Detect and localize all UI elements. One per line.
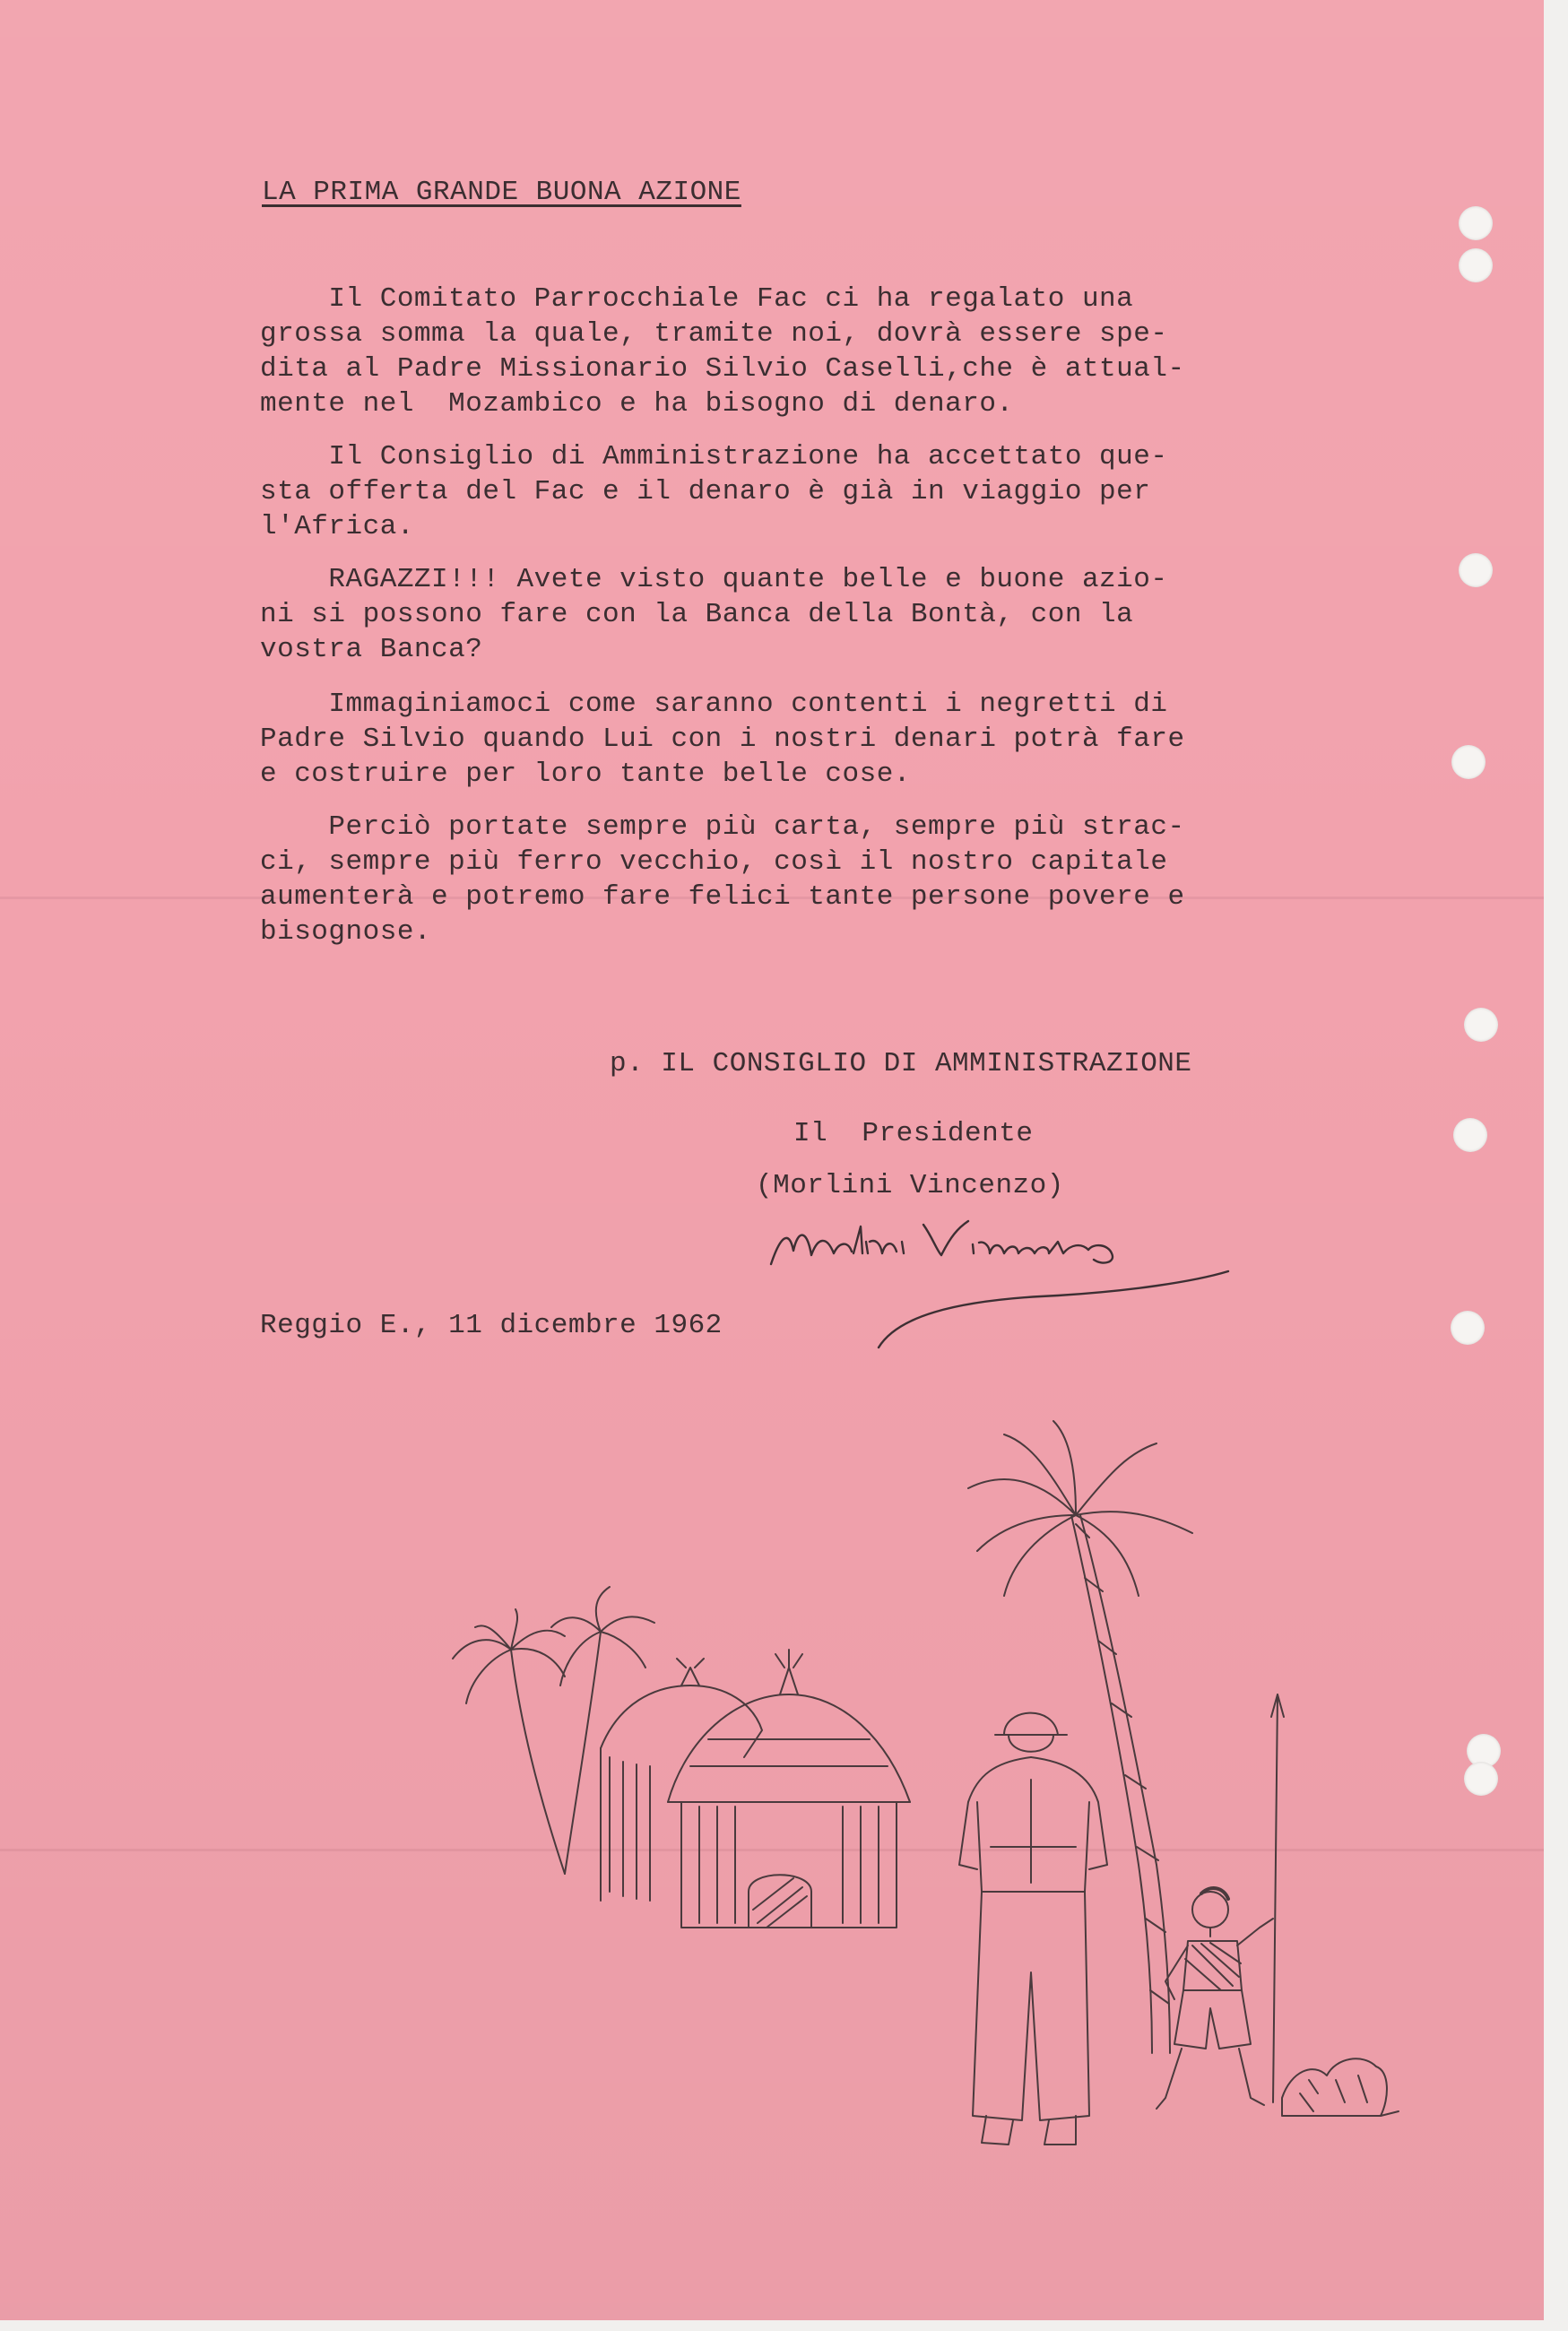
signature-organization: p. IL CONSIGLIO DI AMMINISTRAZIONE	[610, 1048, 1192, 1079]
palm-tree-icon	[453, 1609, 565, 1874]
signature-name: (Morlini Vincenzo)	[756, 1170, 1064, 1201]
hut-icon	[668, 1650, 910, 1928]
paragraph-3: RAGAZZI!!! Avete visto quante belle e buone azio- ni si possono fare con la Banca della Bontà, con la vostra Banca?	[260, 564, 1168, 665]
paragraph-2: Il Consiglio di Amministrazione ha accettato que- sta offerta del Fac e il denaro è già in viaggio per l'Africa.	[260, 441, 1168, 542]
missionary-figure-icon	[959, 1713, 1107, 2145]
paragraph-1: Il Comitato Parrocchiale Fac ci ha regalato una grossa somma la quale, tramite noi, dovrà essere spe- dita al Padre Missionario Silvio Caselli,che è attual- mente nel Mozambico e ha bisogno di denaro.	[260, 283, 1185, 420]
paragraph-4: Immaginiamoci come saranno contenti i negretti di Padre Silvio quando Lui con i nostri denari potrà fare e costruire per loro tante belle cose.	[260, 689, 1185, 790]
palm-tree-icon	[968, 1421, 1192, 2053]
date-line: Reggio E., 11 dicembre 1962	[260, 1310, 723, 1341]
handwritten-signature	[771, 1221, 1228, 1347]
signature-role: Il Presidente	[793, 1118, 1034, 1149]
rocks-icon	[1282, 2058, 1399, 2116]
paragraph-5: Perciò portate sempre più carta, sempre più strac- ci, sempre più ferro vecchio, così il nostro capitale aumenterà e potremo fare felici tante persone povere e bisognose.	[260, 811, 1185, 948]
boy-with-spear-icon	[1157, 1694, 1284, 2109]
document-title: LA PRIMA GRANDE BUONA AZIONE	[262, 177, 741, 208]
africa-illustration	[453, 1421, 1399, 2145]
palm-tree-icon	[551, 1587, 654, 1874]
